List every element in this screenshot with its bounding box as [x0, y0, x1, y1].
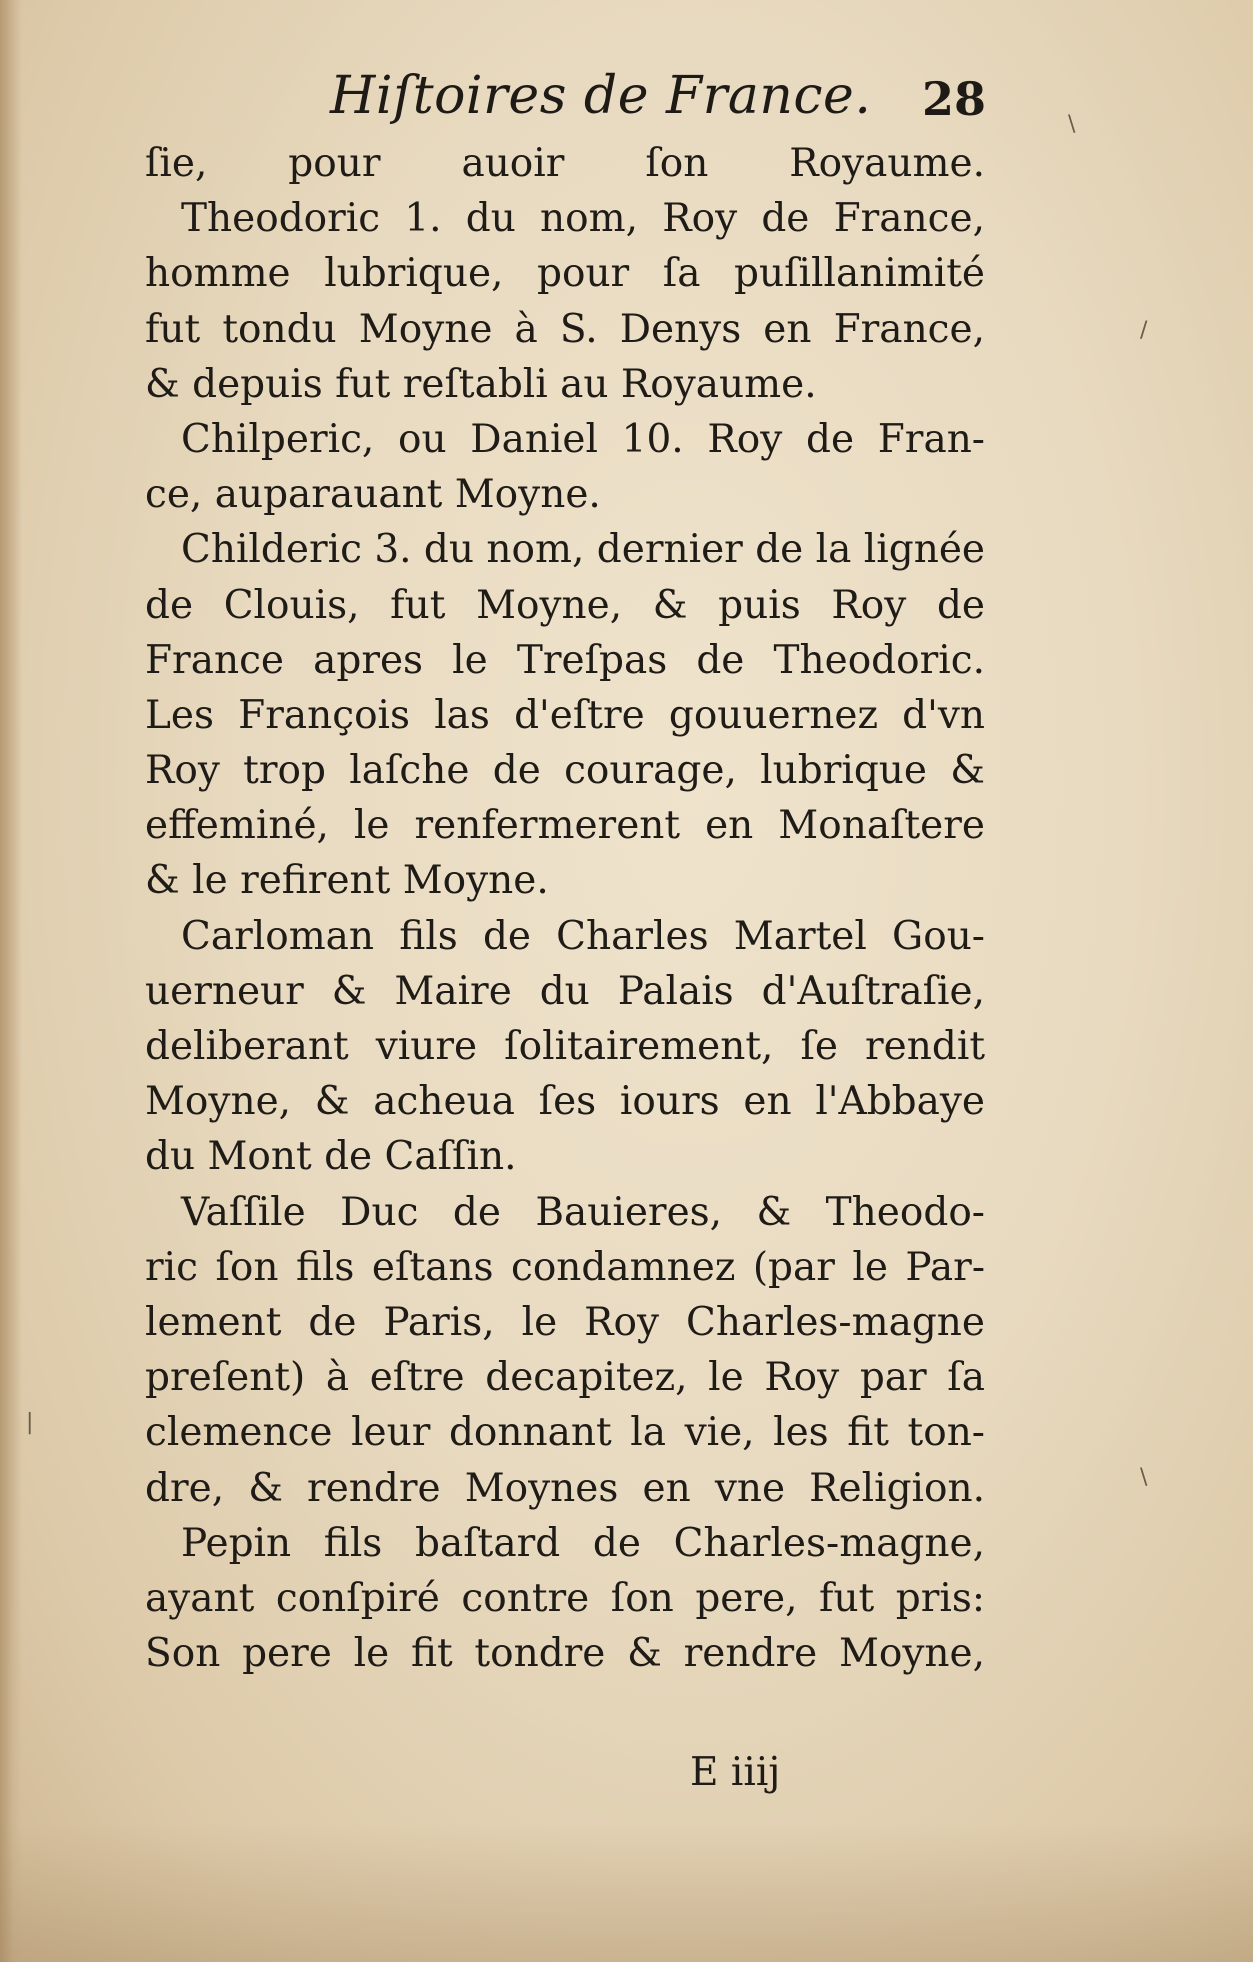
text-line: fut tondu Moyne à S. Denys en France,	[145, 306, 985, 352]
body-text	[145, 136, 985, 1681]
text-line: ayant conſpiré contre ſon pere, fut pris:	[145, 1575, 985, 1621]
text-line: preſent) à eſtre decapitez, le Roy par ſa	[145, 1355, 985, 1401]
text-line: Vaſſile Duc de Bauieres, & Theodo-	[181, 1189, 985, 1235]
signature-mark: E iiij	[690, 1750, 781, 1795]
paper-speck: \	[1068, 112, 1076, 137]
text-line: clemence leur donnant la vie, les fit ton-	[145, 1410, 985, 1456]
text-line: dre, & rendre Moynes en vne Religion.	[145, 1465, 985, 1511]
text-line: Carloman fils de Charles Martel Gou-	[181, 913, 985, 959]
text-line: & le refirent Moyne.	[145, 858, 549, 904]
page-header	[300, 66, 1000, 136]
text-line: ſie, pour auoir ſon Royaume.	[145, 141, 985, 186]
text-line: de Clouis, fut Moyne, & puis Roy de	[145, 582, 985, 628]
running-title: Hiſtoires de France.	[330, 66, 872, 126]
text-line: deliberant viure ſolitairement, ſe rendit	[145, 1024, 985, 1069]
text-line: France apres le Treſpas de Theodoric.	[145, 637, 985, 683]
text-line: Roy trop laſche de courage, lubrique &	[145, 748, 985, 794]
text-line: effeminé, le renfermerent en Monaſtere	[145, 803, 985, 849]
text-line: Childeric 3. du nom, dernier de la lignée	[181, 527, 985, 573]
text-line: Moyne, & acheua ſes iours en l'Abbaye	[145, 1079, 985, 1125]
text-line: Theodoric 1. du nom, Roy de France,	[181, 196, 985, 242]
text-line: ce, auparauant Moyne.	[145, 472, 601, 518]
text-line: homme lubrique, pour ſa puſillanimité	[145, 251, 985, 297]
text-line: & depuis fut reſtabli au Royaume.	[145, 361, 817, 407]
text-line: ric ſon fils eſtans condamnez (par le Par-	[145, 1244, 985, 1290]
text-line: uerneur & Maire du Palais d'Auſtraſie,	[145, 968, 985, 1014]
text-line: Pepin fils baſtard de Charles-magne,	[181, 1520, 985, 1566]
binding-edge	[0, 0, 22, 1962]
paper-speck: \	[1140, 1465, 1148, 1490]
paper-speck: |	[26, 1410, 34, 1435]
text-line: du Mont de Caſſin.	[145, 1134, 517, 1180]
text-line: Son pere le fit tondre & rendre Moyne,	[145, 1631, 985, 1677]
text-line: lement de Paris, le Roy Charles-magne	[145, 1299, 985, 1345]
page-shadow	[0, 1822, 1253, 1962]
text-line: Chilperic, ou Daniel 10. Roy de Fran-	[181, 416, 985, 462]
page-number: 28	[922, 72, 987, 126]
paper-speck: /	[1140, 318, 1148, 343]
text-line: Les François las d'eſtre gouuernez d'vn	[145, 692, 985, 738]
